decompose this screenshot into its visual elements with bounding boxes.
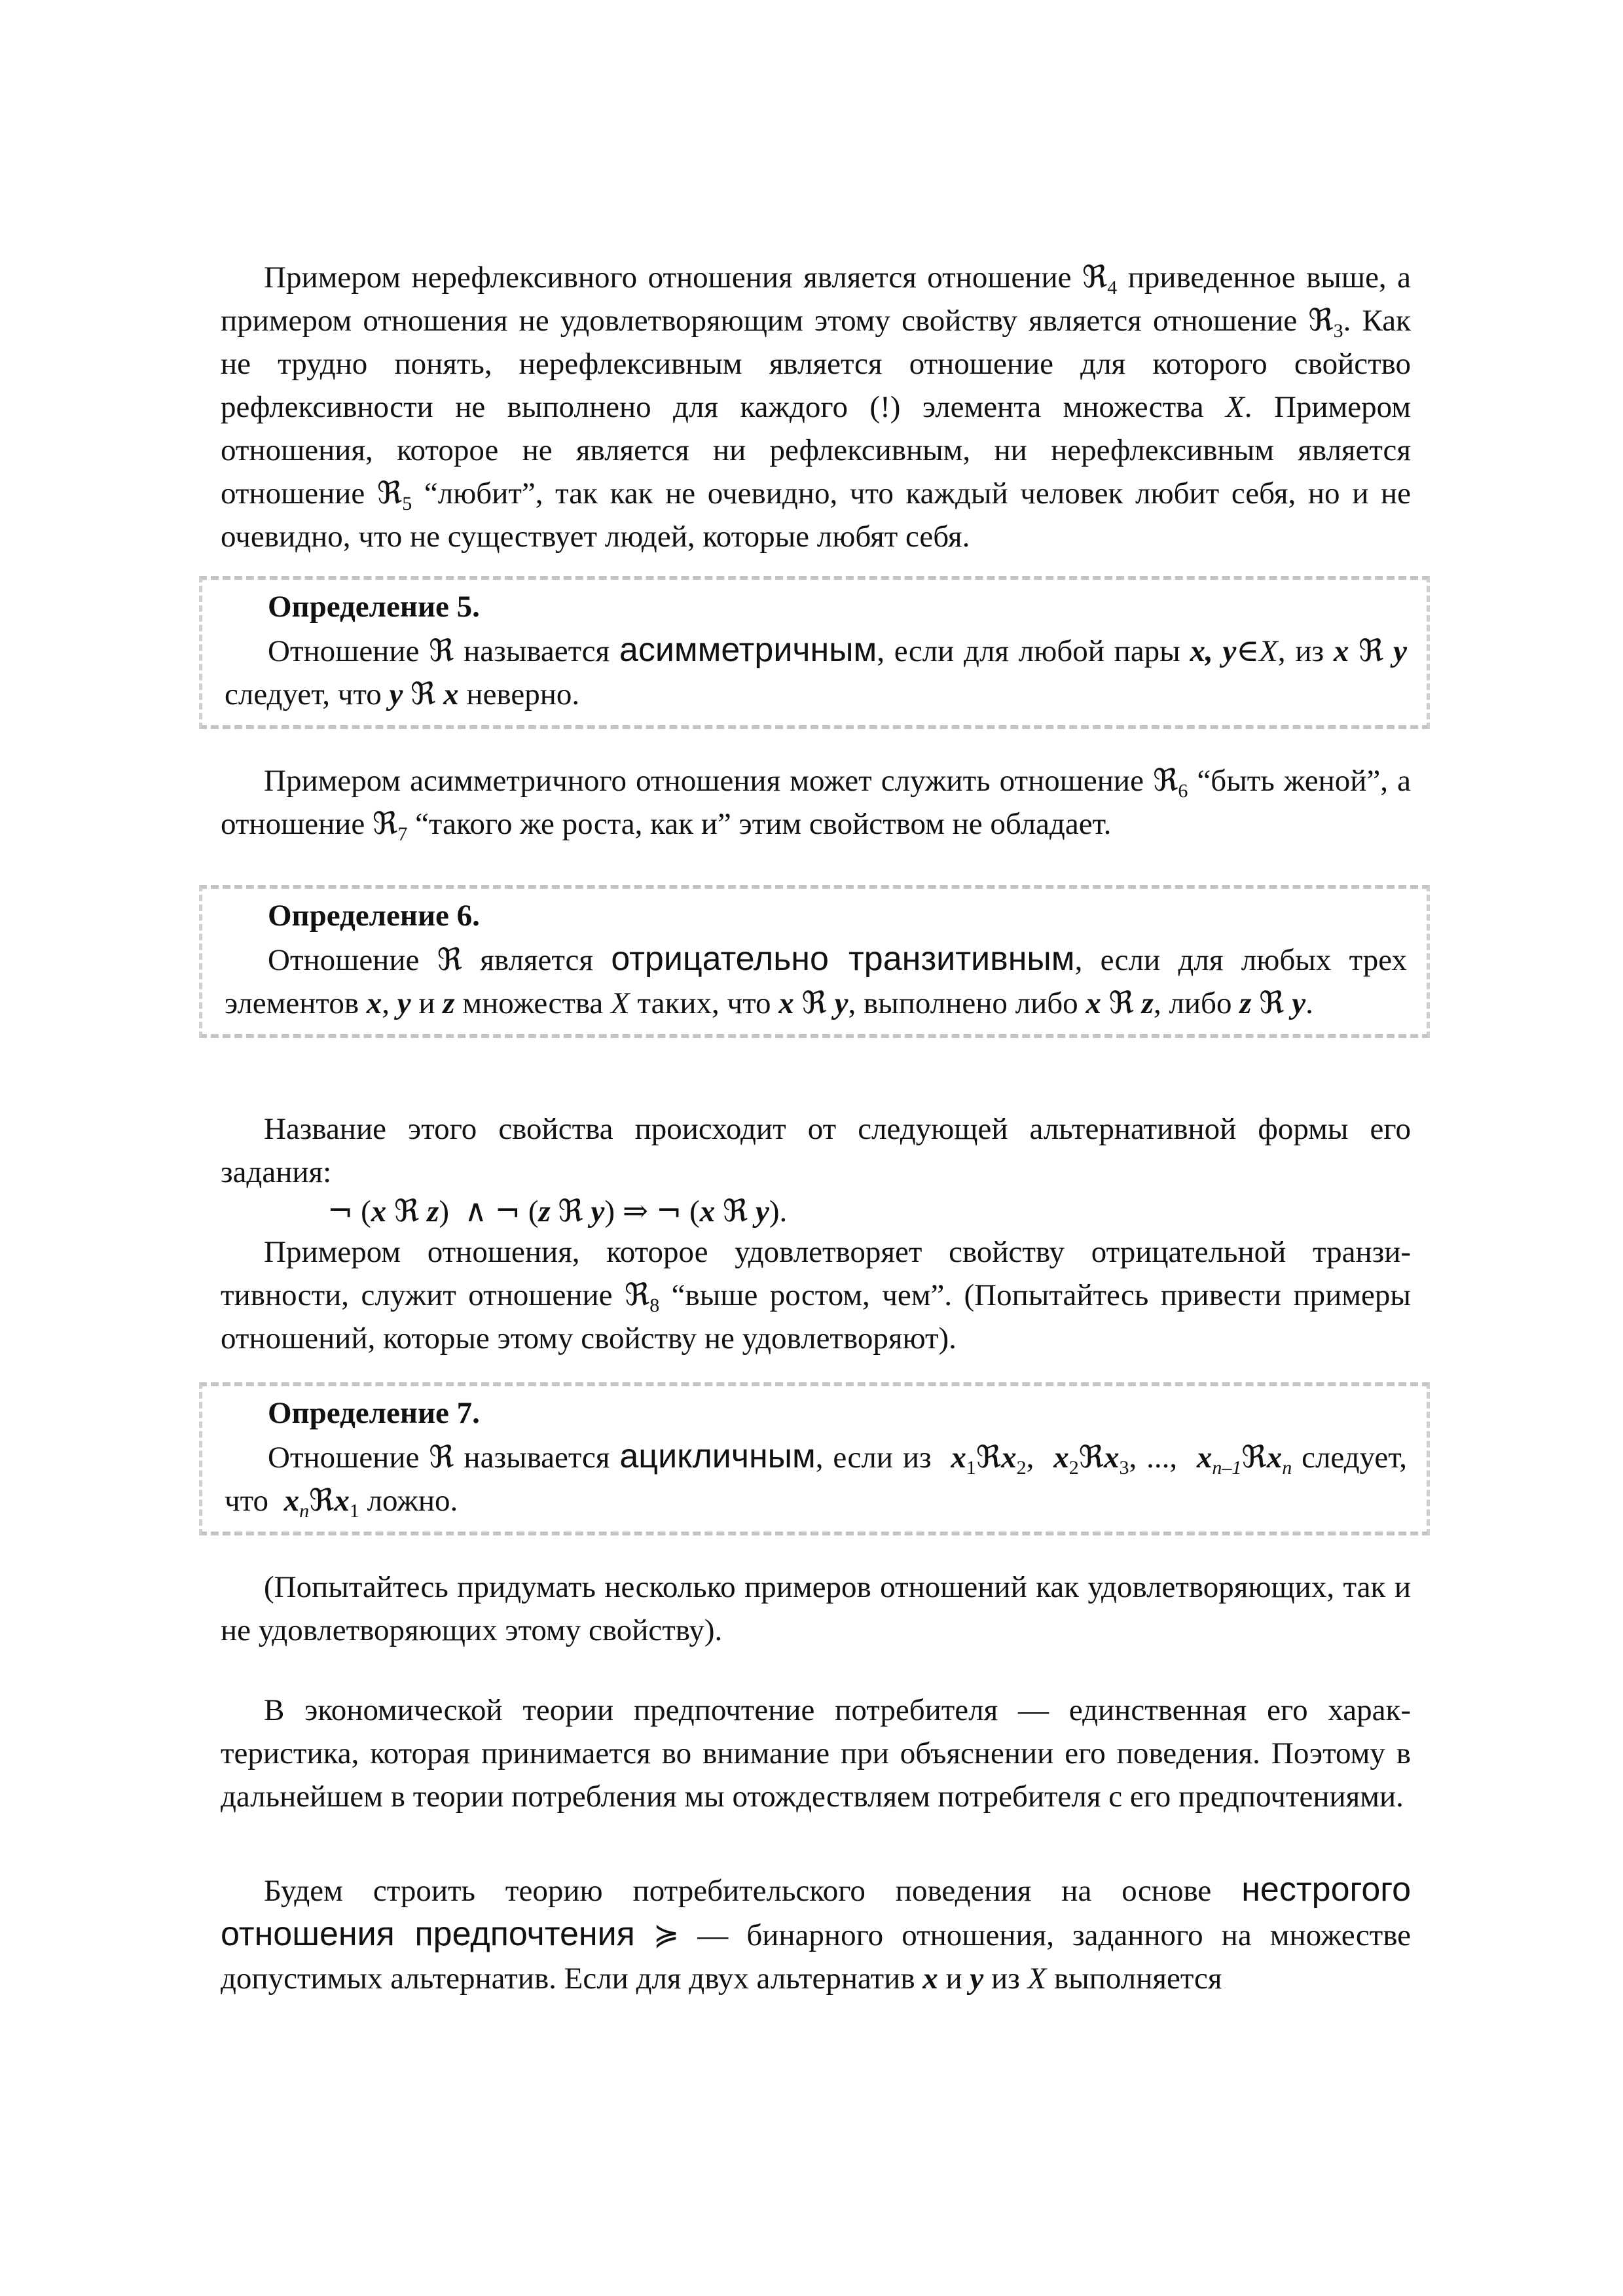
paragraph-text: Примером отношения, которое удовлетворяет свойству отрицательной транзитивности, служит отношение ℜ$_8$ “выше ростом, чем”. (Попытайтесь привести примеры отношений, которые этому свойству не удовлетворяют). bbox=[221, 1235, 1411, 1355]
term-negatively-transitive: отрицательно транзитивным bbox=[611, 940, 1075, 978]
term-asymmetric: асимметричным bbox=[619, 631, 877, 669]
definition-title: Определение 5. bbox=[268, 590, 480, 624]
paragraph-build-theory bbox=[221, 1868, 1411, 2000]
term-acyclic: ацикличным bbox=[619, 1437, 816, 1475]
definition-body: Отношение ℜ является отрицательно транзитивным, если для любых трех элементов x, y и z множества X таких, что x ℜ y, выполнено либо x ℜ z, либо z ℜ y. bbox=[225, 940, 1408, 1021]
paragraph-text: Название этого свойства происходит от следующей альтернативной формы его задания: bbox=[221, 1112, 1411, 1189]
formula-negative-transitivity: ¬ (x ℜ z) ∧ ¬ (z ℜ y) ⇒ ¬ (x ℜ y). bbox=[327, 1193, 788, 1229]
definition-title: Определение 6. bbox=[268, 899, 480, 933]
preference-symbol: ≽ bbox=[653, 1917, 680, 1953]
paragraph-text: (Попытайтесь придумать несколько примеров отношений как удовлетворяющих, так и не удовлетворяющих этому свойству). bbox=[221, 1570, 1411, 1647]
definition-7-box bbox=[199, 1382, 1430, 1535]
paragraph-try-examples bbox=[221, 1566, 1411, 1652]
definition-5-box bbox=[199, 576, 1430, 729]
paragraph-text: Примером асимметричного отношения может служить отношение ℜ$_6$ “быть женой”, а отношение ℜ$_7$ “такого же роста, как и” этим свойством не обладает. bbox=[221, 762, 1411, 845]
definition-title: Определение 7. bbox=[268, 1396, 480, 1430]
definition-body: Отношение ℜ называется асимметричным, если для любой пары x, y∈X, из x ℜ y следует, что y ℜ x неверно. bbox=[225, 631, 1407, 712]
paragraph-negative-transitivity-example bbox=[221, 1230, 1411, 1360]
definition-6-box bbox=[199, 885, 1430, 1038]
definition-body: Отношение ℜ называется ацикличным, если из $x_1ℜx_2$, $x_2ℜx_3$, ..., $x_{n-1}ℜx_n$ следует, что $x_nℜx_1$ ложно. bbox=[225, 1437, 1408, 1522]
paragraph-text: В экономической теории предпочтение потребителя — единственная его характеристика, которая принимается во внимание при объяснении его поведения. Поэтому в дальнейшем в теории потребления мы отождествляем потребителя с его предпочтениями. bbox=[221, 1693, 1411, 1814]
paragraph-irreflexive bbox=[221, 256, 1411, 558]
paragraph-property-name bbox=[221, 1107, 1411, 1194]
paragraph-text: Примером нерефлексивного отношения является отношение ℜ$_4$ приведенное выше, а примером отношения не удовлетворяющим этому свойству является отношение ℜ$_3$. Как не трудно понять, нерефлексивным является отношение для которого свойство рефлексивности не выполнено для каждого (!) элемента множества X. Примером отношения, которое не является ни рефлексивным, ни нерефлексивным является отношение ℜ$_5$ “любит”, так как не очевидно, что каждый человек любит себя, но и не очевидно, что не существует людей, которые любят себя. bbox=[221, 259, 1412, 554]
paragraph-asymmetric-example bbox=[221, 759, 1411, 846]
paragraph-text: Будем строить теорию потребительского поведения на основе нестрогого отношения предпочтения ≽ — бинарного отношения, заданного на множестве допустимых альтернатив. Если для двух альтернатив x и y из X выполняется bbox=[221, 1871, 1412, 1996]
paragraph-economics bbox=[221, 1689, 1411, 1818]
term-weak-preference: нестрогого отношения предпочтения bbox=[221, 1871, 1411, 1953]
